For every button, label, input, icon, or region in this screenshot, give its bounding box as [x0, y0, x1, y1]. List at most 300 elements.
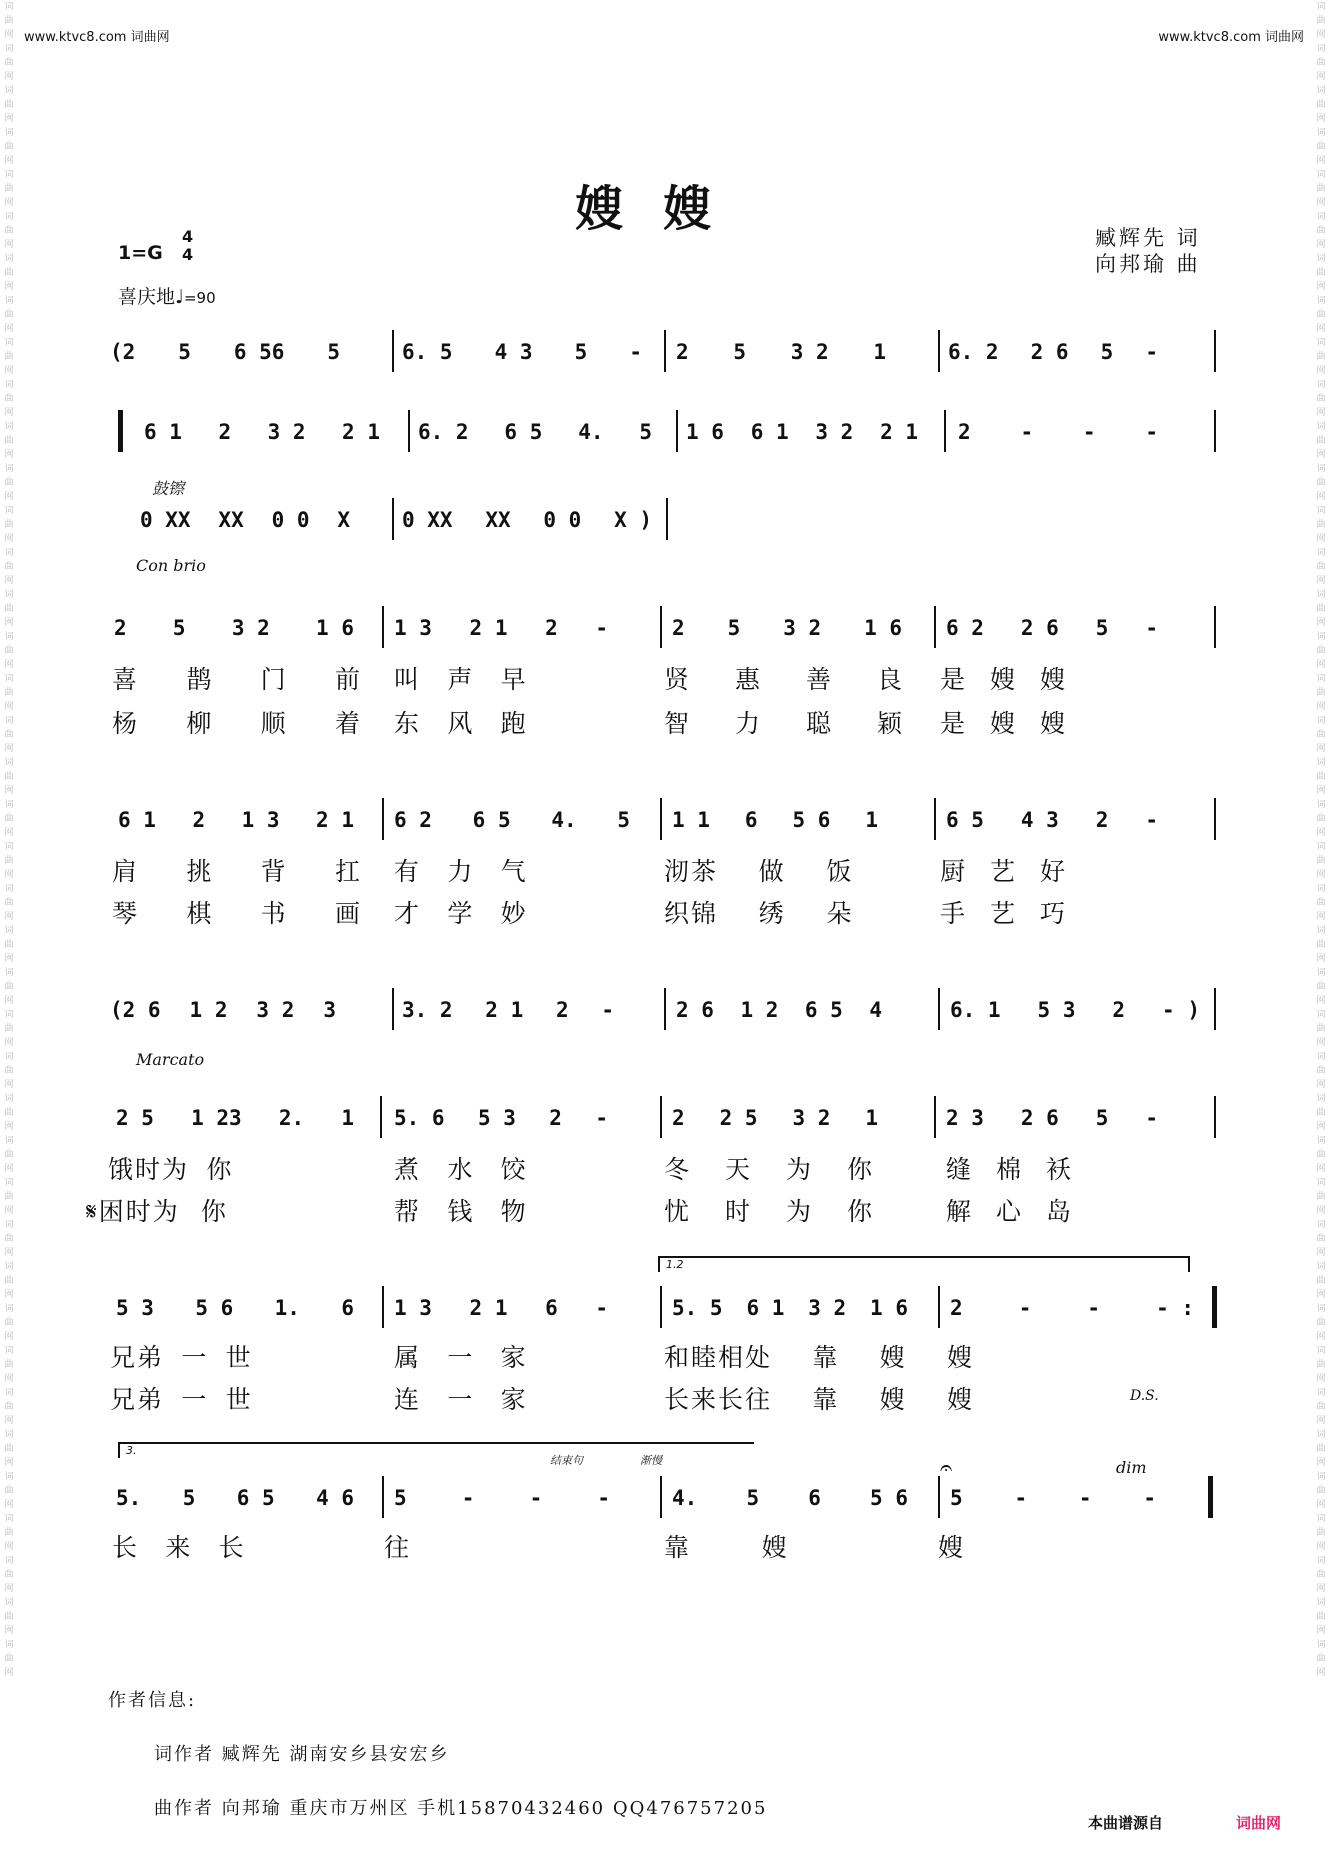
- measure: [394, 800, 630, 840]
- barline: [934, 1096, 936, 1138]
- lyric-syllable: 东: [394, 709, 422, 738]
- lyric-syllable: 长: [218, 1533, 246, 1562]
- note-group: 3 2: [790, 340, 829, 364]
- note-group: 2 1: [485, 998, 524, 1022]
- note-group: 2 6: [1030, 340, 1069, 364]
- composer-info: 曲作者 向邦瑜 重庆市万州区 手机15870432460 QQ476757205: [154, 1798, 768, 1819]
- note-group: 2: [676, 340, 689, 364]
- time-signature: [182, 228, 193, 264]
- note-group: 1: [865, 808, 878, 832]
- lyric-syllable: 钱: [447, 1197, 475, 1226]
- note-group: 2 1: [342, 420, 380, 444]
- lyric-syllable: 鹊: [186, 665, 214, 694]
- lyric-measure: [664, 1380, 974, 1416]
- lyric-syllable: 是: [940, 665, 968, 694]
- note-group: 1 3: [241, 808, 280, 832]
- note-group: 5: [617, 808, 630, 832]
- lyric-syllable: 靠: [812, 1343, 840, 1372]
- note-group: 5 3: [116, 1296, 154, 1320]
- note-group: 3 2: [267, 420, 306, 444]
- lyric-syllable: 嫂: [990, 665, 1018, 694]
- lyric-syllable: 袄: [1046, 1155, 1074, 1184]
- lyric-syllable: 水: [447, 1155, 475, 1184]
- lyric-syllable: 力: [447, 857, 475, 886]
- barline: [666, 498, 668, 540]
- lyric-syllable: 心: [996, 1197, 1024, 1226]
- measure: [672, 1288, 908, 1328]
- lyric-syllable: 天: [724, 1155, 752, 1184]
- lyric-syllable: 嫂: [879, 1385, 907, 1414]
- note-group: 5: [172, 616, 186, 640]
- note-group: -: [1145, 420, 1158, 444]
- measure: [950, 1478, 1156, 1518]
- note-group: 2: [672, 616, 685, 640]
- lyric-syllable: 书: [260, 899, 288, 928]
- lyric-syllable: 嫂: [990, 709, 1018, 738]
- note-group: 1 6: [316, 616, 354, 640]
- site-link-right[interactable]: www.ktvc8.com 词曲网: [1158, 30, 1304, 45]
- note-group: 5: [1095, 616, 1109, 640]
- barline: [676, 410, 678, 452]
- lyric-syllable: 良: [876, 665, 904, 694]
- lyric-syllable: 饭: [826, 857, 854, 886]
- lyric-syllable: 饺: [500, 1155, 528, 1184]
- lyric-syllable: 背: [260, 857, 288, 886]
- lyrics-row-8a: [0, 1338, 1330, 1374]
- measure: [676, 332, 886, 372]
- score-row-3: [0, 500, 1330, 540]
- note-group: 1 23: [191, 1106, 242, 1130]
- note-group: 3 2: [815, 420, 854, 444]
- measure: [676, 990, 882, 1030]
- lyric-syllable: 叫: [394, 665, 422, 694]
- lyric-syllable: 岛: [1046, 1197, 1074, 1226]
- lyric-measure: [394, 704, 554, 740]
- lyric-measure: [394, 660, 554, 696]
- note-group: -: [1145, 1106, 1158, 1130]
- lyric-syllable: 和睦相处: [664, 1343, 773, 1372]
- lyrics-row-4b: [0, 704, 1330, 740]
- lyric-syllable: 连: [394, 1385, 422, 1414]
- lyric-measure: [664, 852, 894, 888]
- note-group: 1 6: [864, 616, 902, 640]
- barline: [1214, 988, 1216, 1030]
- note-group: -: [1145, 808, 1158, 832]
- lyric-syllable: 肩: [112, 857, 140, 886]
- note-group: 6 2: [946, 616, 984, 640]
- lyric-syllable: 你: [206, 1155, 234, 1184]
- note-group: -: [1143, 1486, 1156, 1510]
- barline: [382, 1286, 384, 1328]
- note-group: 3. 2: [402, 998, 453, 1022]
- note-group: 4: [869, 998, 882, 1022]
- note-group: 4 6: [316, 1486, 354, 1510]
- measure: [144, 412, 380, 452]
- lyric-syllable: 兄弟: [110, 1385, 165, 1414]
- barline: [660, 1476, 662, 1518]
- lyric-measure: [110, 1338, 270, 1374]
- note-group: 2: [1112, 998, 1126, 1022]
- note-group: 0 0: [271, 508, 310, 532]
- note-group: 5: [746, 1486, 760, 1510]
- note-group: 6 5: [946, 808, 984, 832]
- lyric-syllable: 往: [384, 1533, 412, 1562]
- note-group: 5: [733, 340, 746, 364]
- lyric-measure: [394, 894, 554, 930]
- barline: [392, 330, 394, 372]
- lyric-syllable: 织锦: [664, 899, 719, 928]
- lyric-syllable: 属: [394, 1343, 422, 1372]
- note-group: 6 1: [144, 420, 182, 444]
- lyric-syllable: 嫂: [938, 1533, 966, 1562]
- note-group: -: [595, 616, 608, 640]
- barline: [938, 330, 940, 372]
- lyric-measure: [394, 1150, 554, 1186]
- note-group: - ): [1162, 998, 1200, 1022]
- lyric-syllable: 绣: [758, 899, 786, 928]
- lyric-measure: [664, 1338, 974, 1374]
- lyric-syllable: 时: [724, 1197, 752, 1226]
- note-group: -: [1078, 1486, 1092, 1510]
- lyric-syllable: 妙: [500, 899, 528, 928]
- measure: [116, 1098, 354, 1138]
- note-group: 5: [1095, 1106, 1109, 1130]
- lyric-syllable: 沏茶: [664, 857, 719, 886]
- note-group: 6. 2: [418, 420, 469, 444]
- note-group: 4.: [551, 808, 577, 832]
- lyric-measure: [86, 1192, 270, 1228]
- lyric-syllable: 来: [165, 1533, 193, 1562]
- lyric-measure: [108, 1150, 268, 1186]
- lyric-measure: [664, 660, 904, 696]
- lyrics-row-5b: [0, 894, 1330, 930]
- note-group: 1.: [274, 1296, 300, 1320]
- lyric-measure: [112, 704, 362, 740]
- note-group: 2 1: [469, 1296, 508, 1320]
- note-group: 5. 6: [394, 1106, 445, 1130]
- score-row-2: [0, 412, 1330, 452]
- ds-marking: D.S.: [1130, 1388, 1159, 1404]
- lyric-measure: [938, 1528, 978, 1564]
- measure: [402, 990, 614, 1030]
- barline: [934, 606, 936, 648]
- measure: [672, 1478, 908, 1518]
- measure: [948, 332, 1158, 372]
- lyric-syllable: 缝: [946, 1155, 974, 1184]
- lyric-syllable: 解: [946, 1197, 974, 1226]
- barline: [934, 798, 936, 840]
- note-group: 6 5: [504, 420, 543, 444]
- lyric-syllable: 力: [734, 709, 762, 738]
- note-group: -: [529, 1486, 543, 1510]
- note-group: 2: [950, 1296, 963, 1320]
- lyric-syllable: 善: [805, 665, 833, 694]
- measure: [950, 990, 1200, 1030]
- repeat-start-barline: [118, 410, 123, 452]
- lyric-measure: [946, 1150, 1096, 1186]
- barline: [938, 988, 940, 1030]
- barline: [938, 1286, 940, 1328]
- note-group: 5 3: [1037, 998, 1076, 1022]
- marcato-marking: Marcato: [136, 1050, 205, 1069]
- note-group: 5: [178, 340, 191, 364]
- lyric-syllable: 你: [200, 1197, 228, 1226]
- footer-source: 本曲谱源自: [1088, 1814, 1164, 1832]
- lyric-syllable: 一: [181, 1343, 209, 1372]
- lyric-syllable: 嫂: [1040, 665, 1068, 694]
- note-group: (2: [110, 340, 136, 364]
- barline: [660, 1096, 662, 1138]
- dim-marking: dim: [1116, 1458, 1147, 1477]
- lyric-syllable: 贤: [664, 665, 692, 694]
- lyrics-row-7b: [0, 1192, 1330, 1228]
- note-group: 6 1: [118, 808, 156, 832]
- lyric-syllable: 嫂: [1040, 709, 1068, 738]
- composer-credit: 向邦瑜 曲: [1095, 252, 1201, 276]
- measure: [394, 1478, 610, 1518]
- note-group: -: [1020, 420, 1034, 444]
- note-group: 4.: [672, 1486, 698, 1510]
- lyric-measure: [394, 1192, 554, 1228]
- note-group: XX: [218, 508, 244, 532]
- tempo-value: =90: [183, 289, 216, 307]
- note-group: -: [597, 1486, 610, 1510]
- note-group: 2 5: [116, 1106, 154, 1130]
- barline: [392, 498, 394, 540]
- measure: [394, 1288, 608, 1328]
- lyric-syllable: 顺: [260, 709, 288, 738]
- lyric-syllable: 是: [940, 709, 968, 738]
- note-group: 0 0: [543, 508, 582, 532]
- note-group: 6. 5: [402, 340, 453, 364]
- note-group: X: [337, 508, 350, 532]
- note-group: 1: [865, 1106, 878, 1130]
- measure: [686, 412, 918, 452]
- note-group: 1 3: [394, 1296, 432, 1320]
- song-title: 嫂嫂: [575, 181, 752, 237]
- measure: [946, 800, 1158, 840]
- measure: [394, 1098, 608, 1138]
- lyric-syllable: 兄弟: [110, 1343, 165, 1372]
- note-group: 6 5: [472, 808, 511, 832]
- lyricist-info: 词作者 臧辉先 湖南安乡县安宏乡: [154, 1744, 450, 1765]
- barline: [1214, 330, 1216, 372]
- footer-site-link[interactable]: 词曲网: [1236, 1814, 1282, 1832]
- note-group: 2: [549, 1106, 562, 1130]
- note-group: 5: [394, 1486, 407, 1510]
- note-group: -: [1018, 1296, 1032, 1320]
- lyric-syllable: 琴: [112, 899, 140, 928]
- note-group: 2: [672, 1106, 685, 1130]
- lyric-syllable: 前: [334, 665, 362, 694]
- author-info-heading: 作者信息:: [108, 1690, 197, 1711]
- note-group: 3 2: [808, 1296, 847, 1320]
- barline: [660, 798, 662, 840]
- lyric-syllable: 嫂: [879, 1343, 907, 1372]
- measure: [672, 608, 902, 648]
- lyric-measure: [384, 1528, 484, 1564]
- lyric-syllable: 着: [334, 709, 362, 738]
- barline: [1214, 798, 1216, 840]
- lyric-syllable: 世: [225, 1385, 253, 1414]
- note-group: 2: [192, 808, 206, 832]
- score-row-8: [0, 1288, 1330, 1328]
- note-group: 6 5: [804, 998, 843, 1022]
- barline: [660, 606, 662, 648]
- lyric-syllable: 一: [447, 1385, 475, 1414]
- lyric-measure: [112, 852, 362, 888]
- barline: [1214, 1096, 1216, 1138]
- note-group: 1 2: [740, 998, 779, 1022]
- barline: [392, 988, 394, 1030]
- time-top: 4: [182, 227, 194, 246]
- note-group: -: [595, 1296, 608, 1320]
- lyric-syllable: 帮: [394, 1197, 422, 1226]
- lyric-syllable: 智: [664, 709, 692, 738]
- lyric-syllable: 忧: [664, 1197, 692, 1226]
- quarter-note-icon: ♩: [175, 286, 184, 308]
- lyric-measure: [940, 852, 1090, 888]
- lyric-measure: [664, 1192, 874, 1228]
- tempo-word: 喜庆地: [118, 286, 176, 308]
- measure: [110, 990, 336, 1030]
- lyric-syllable: 风: [447, 709, 475, 738]
- lyric-syllable: 棋: [186, 899, 214, 928]
- note-group: 2: [1095, 808, 1109, 832]
- note-group: 3 2: [783, 616, 822, 640]
- note-group: -: [1145, 340, 1158, 364]
- note-group: 1: [873, 340, 886, 364]
- measure: [116, 1478, 354, 1518]
- lyric-syllable: 朵: [826, 899, 854, 928]
- lyric-measure: [940, 894, 1090, 930]
- lyric-syllable: 早: [500, 665, 528, 694]
- measure: [418, 412, 652, 452]
- measure: [950, 1288, 1194, 1328]
- lyric-measure: [940, 704, 1090, 740]
- note-group: 6. 2: [948, 340, 999, 364]
- lyric-syllable: 𝄋困时为: [86, 1197, 180, 1226]
- barline: [664, 330, 666, 372]
- lyric-syllable: 做: [758, 857, 786, 886]
- note-group: 3 2: [792, 1106, 831, 1130]
- side-watermark-right: 词曲网词曲网词曲网词曲网词曲网词曲网词曲网词曲网词曲网词曲网词曲网词曲网词曲网词曲网词曲网词曲网词曲网词曲网词曲网词曲网词曲网词曲网词曲网词曲网词曲网词曲网词曲网词曲网词曲网词曲网词曲网词曲网词曲网词曲网词曲网词曲网词曲网词曲网词曲网词曲网: [1316, 2, 1326, 1678]
- barline: [664, 988, 666, 1030]
- lyric-syllable: 家: [500, 1385, 528, 1414]
- measure: [946, 608, 1158, 648]
- lyric-syllable: 喜: [112, 665, 140, 694]
- note-group: -: [461, 1486, 475, 1510]
- barline: [944, 410, 946, 452]
- volta-1-2: 1.2: [658, 1256, 1190, 1272]
- note-group: - :: [1156, 1296, 1194, 1320]
- note-group: 2: [958, 420, 971, 444]
- lyric-syllable: 聪: [805, 709, 833, 738]
- note-group: 2: [218, 420, 232, 444]
- lyric-syllable: 靠: [664, 1533, 692, 1562]
- measure: [140, 500, 350, 540]
- lyric-syllable: 为: [785, 1197, 813, 1226]
- lyric-measure: [394, 1338, 554, 1374]
- note-group: 4 3: [1020, 808, 1059, 832]
- lyric-measure: [112, 660, 362, 696]
- note-group: 5 6: [195, 1296, 234, 1320]
- note-group: 0 XX: [402, 508, 453, 532]
- note-group: 5: [727, 616, 741, 640]
- measure: [402, 500, 652, 540]
- lyric-syllable: 好: [1040, 857, 1068, 886]
- final-barline: [1208, 1476, 1213, 1518]
- lyrics-row-5a: [0, 852, 1330, 888]
- note-group: 4.: [578, 420, 604, 444]
- score-row-5: [0, 800, 1330, 840]
- note-group: 2 6: [1020, 616, 1059, 640]
- note-group: 6 56: [233, 340, 285, 364]
- lyric-syllable: 饿时为: [108, 1155, 190, 1184]
- note-group: 2 5: [719, 1106, 758, 1130]
- note-group: -: [1082, 420, 1096, 444]
- measure: [394, 608, 608, 648]
- measure: [114, 608, 354, 648]
- note-group: 2 1: [316, 808, 354, 832]
- note-group: -: [1014, 1486, 1028, 1510]
- lyric-syllable: 你: [846, 1155, 874, 1184]
- ending-phrase-label: 结束句: [550, 1454, 583, 1467]
- lyric-syllable: 嫂: [946, 1385, 974, 1414]
- note-group: 2 1: [469, 616, 508, 640]
- note-group: 6: [545, 1296, 558, 1320]
- note-group: 6. 1: [950, 998, 1001, 1022]
- note-group: 2: [555, 998, 569, 1022]
- note-group: 2 6: [676, 998, 714, 1022]
- measure: [402, 332, 642, 372]
- lyric-syllable: 嫂: [946, 1343, 974, 1372]
- note-group: 6 5: [236, 1486, 275, 1510]
- note-group: XX: [485, 508, 511, 532]
- lyric-measure: [112, 1528, 272, 1564]
- lyric-syllable: 你: [846, 1197, 874, 1226]
- measure: [672, 800, 878, 840]
- note-group: -: [1145, 616, 1158, 640]
- tempo-marking: [118, 282, 216, 309]
- lyric-measure: [110, 1380, 270, 1416]
- note-group: 1 1: [672, 808, 710, 832]
- lyric-syllable: 挑: [186, 857, 214, 886]
- note-group: 5 6: [870, 1486, 908, 1510]
- lyric-measure: [664, 894, 894, 930]
- note-group: (2 6: [110, 998, 161, 1022]
- lyric-syllable: 棉: [996, 1155, 1024, 1184]
- lyric-syllable: 物: [500, 1197, 528, 1226]
- lyric-syllable: 巧: [1040, 899, 1068, 928]
- note-group: -: [601, 998, 614, 1022]
- lyric-syllable: 一: [447, 1343, 475, 1372]
- lyric-syllable: 世: [225, 1343, 253, 1372]
- lyric-measure: [664, 704, 904, 740]
- lyric-syllable: 靠: [812, 1385, 840, 1414]
- lyric-measure: [394, 852, 554, 888]
- note-group: 6: [341, 1296, 354, 1320]
- barline: [408, 410, 410, 452]
- note-group: 3 2: [256, 998, 295, 1022]
- lyric-measure: [946, 1192, 1096, 1228]
- note-group: 1 6: [686, 420, 724, 444]
- site-link-left[interactable]: www.ktvc8.com 词曲网: [24, 30, 170, 45]
- lyric-syllable: 嫂: [761, 1533, 789, 1562]
- measure: [958, 412, 1158, 452]
- lyrics-row-4a: [0, 660, 1330, 696]
- lyric-syllable: 厨: [940, 857, 968, 886]
